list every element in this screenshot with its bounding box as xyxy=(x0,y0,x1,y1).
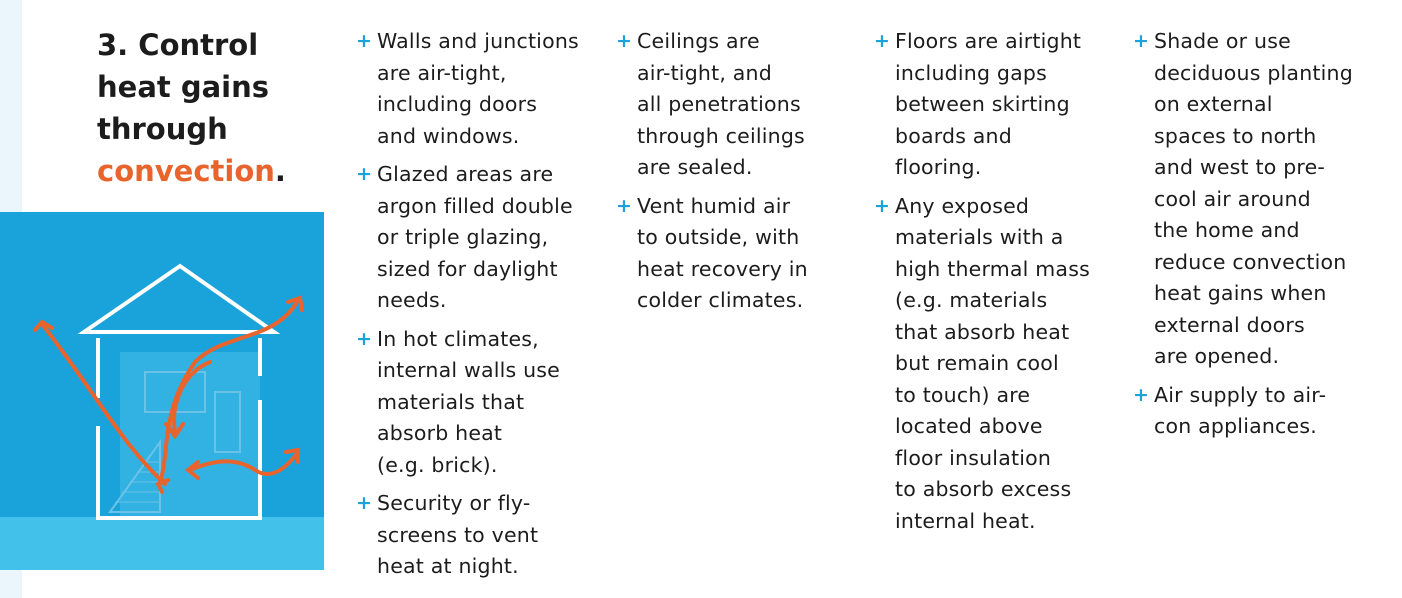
list-item xyxy=(874,26,1114,184)
plus-bullet-icon: + xyxy=(1133,30,1150,52)
plus-bullet-icon: + xyxy=(874,30,891,52)
column-2 xyxy=(616,26,846,324)
list-item xyxy=(616,191,846,317)
house-convection-svg xyxy=(0,212,324,570)
heading-line-3: through xyxy=(97,112,228,146)
list-item-text: Floors are airtight including gaps between skirting boards and flooring. xyxy=(895,29,1082,179)
list-item-text: Air supply to air- con appliances. xyxy=(1154,382,1327,438)
heading-accent-word: convection xyxy=(97,154,275,188)
plus-bullet-icon: + xyxy=(356,30,373,52)
list-item-text: Glazed areas are argon filled double or triple glazing, sized for daylight needs. xyxy=(377,162,573,312)
heading-period: . xyxy=(274,154,286,188)
plus-bullet-icon: + xyxy=(616,194,633,217)
plus-bullet-icon: + xyxy=(356,327,373,350)
house-convection-illustration xyxy=(0,212,324,570)
column-1 xyxy=(356,26,596,590)
list-item-text: Any exposed materials with a high thermal mass (e.g. materials that absorb heat but remain cool to touch) are located above floor insulation to absorb excess internal heat. xyxy=(895,193,1090,533)
list-item-text: Ceilings are air-tight, and all penetrations through ceilings are sealed. xyxy=(637,29,805,179)
column-3 xyxy=(874,26,1114,544)
list-item-text: In hot climates, internal walls use materials that absorb heat (e.g. brick). xyxy=(377,326,560,477)
list-item xyxy=(356,159,596,317)
column-4 xyxy=(1133,26,1383,450)
plus-bullet-icon: + xyxy=(356,492,373,514)
plus-bullet-icon: + xyxy=(874,194,891,217)
list-item xyxy=(874,191,1114,538)
list-item-text: Vent humid air to outside, with heat recovery in colder climates. xyxy=(637,193,808,312)
list-item-text: Walls and junctions are air-tight, including doors and windows. xyxy=(377,29,579,148)
heading-line-2: heat gains xyxy=(97,70,270,104)
ground-band xyxy=(0,517,324,570)
list-item xyxy=(356,488,596,583)
list-item xyxy=(356,324,596,482)
heading-line-1: 3. Control xyxy=(97,28,259,62)
plus-bullet-icon: + xyxy=(356,163,373,185)
list-item xyxy=(1133,380,1383,443)
list-item-text: Shade or use deciduous planting on external spaces to north and west to pre- cool air around the home and reduce convection heat gains when external doors are opened. xyxy=(1154,29,1353,368)
list-item xyxy=(356,26,596,152)
list-item xyxy=(616,26,846,184)
list-item xyxy=(1133,26,1383,373)
plus-bullet-icon: + xyxy=(616,30,633,52)
plus-bullet-icon: + xyxy=(1133,383,1150,406)
section-heading xyxy=(97,24,337,192)
list-item-text: Security or fly- screens to vent heat at night. xyxy=(377,491,539,578)
